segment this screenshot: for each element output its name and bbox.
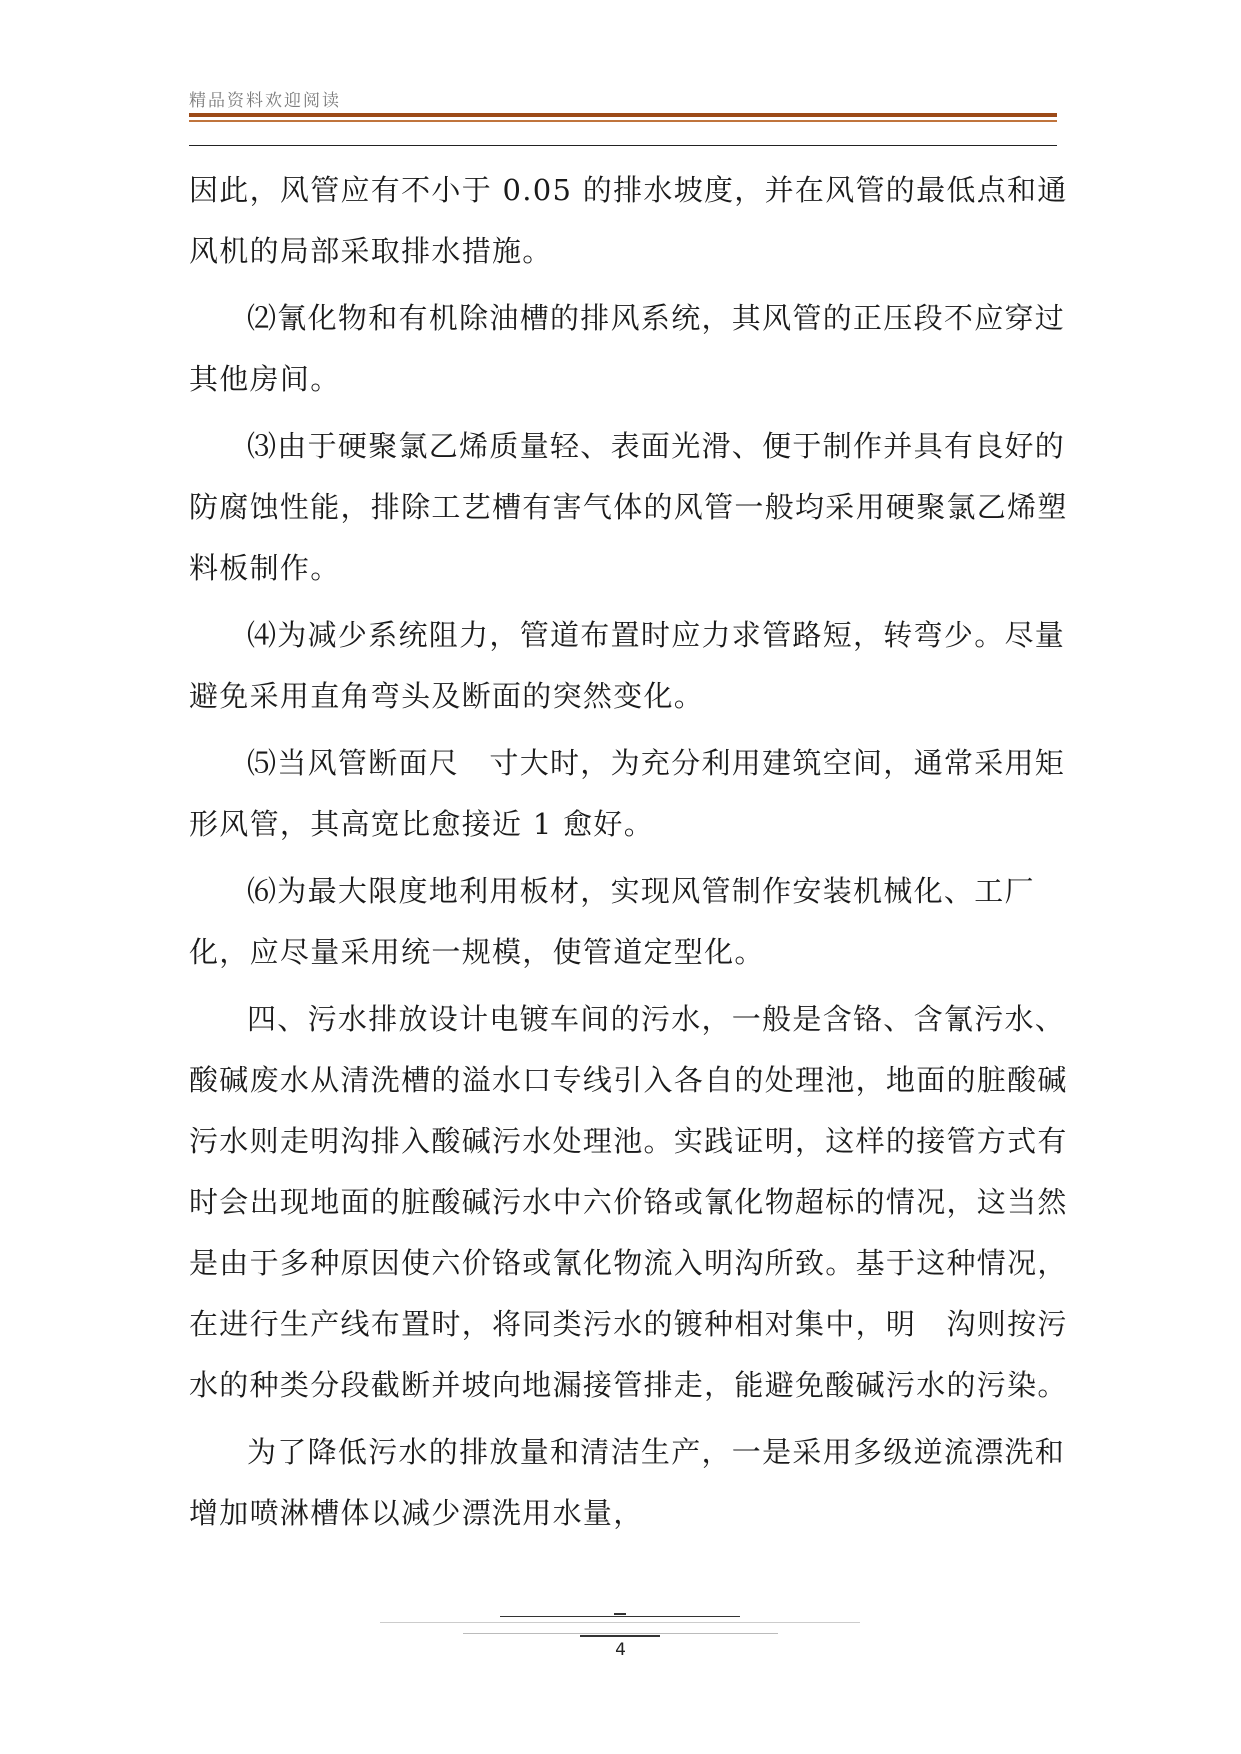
paragraph: 四、污水排放设计电镀车间的污水，一般是含铬、含氰污水、酸碱废水从清洗槽的溢水口专线引入各自的处理池，地面的脏酸碱污水则走明沟排入酸碱污水处理池。实践证明，这样的接管方式有时会出现地面的脏酸碱污水中六价铬或氰化物超标的情况，这当然是由于多种原因使六价铬或氰化物流入明沟所致。基于这种情况，在进行生产线布置时，将同类污水的镀种相对集中，明 沟则按污水的种类分段截断并坡向地漏接管排走，能避免酸碱污水的污染。 (189, 1002, 1068, 1402)
footer-rule (380, 1622, 860, 1623)
paragraph: ⑵氰化物和有机除油槽的排风系统，其风管的正压段不应穿过其他房间。 (189, 301, 1066, 396)
footer-rule (500, 1616, 740, 1617)
footer-rule (580, 1635, 660, 1637)
paragraph: ⑷为减少系统阻力，管道布置时应力求管路短，转弯少。尽量避免采用直角弯头及断面的突然变化。 (189, 618, 1066, 713)
header-rule-thin (189, 120, 1057, 122)
header-rule-black (189, 145, 1057, 146)
paragraph: ⑹为最大限度地利用板材，实现风管制作安装机械化、工厂化，应尽量采用统一规模，使管道定型化。 (189, 874, 1035, 969)
paragraph: 为了降低污水的排放量和清洁生产，一是采用多级逆流漂洗和增加喷淋槽体以减少漂洗用水量， (189, 1435, 1066, 1530)
footer-rule (614, 1613, 626, 1615)
paragraph: ⑸当风管断面尺 寸大时，为充分利用建筑空间，通常采用矩形风管，其高宽比愈接近 1 愈好。 (189, 746, 1066, 841)
paragraph: 因此，风管应有不小于 0.05 的排水坡度，并在风管的最低点和通风机的局部采取排水措施。 (189, 173, 1068, 268)
footer-rule (463, 1633, 778, 1634)
page-header: 精品资料欢迎阅读 (189, 91, 341, 111)
body-text (189, 160, 1069, 1550)
paragraph: ⑶由于硬聚氯乙烯质量轻、表面光滑、便于制作并具有良好的防腐蚀性能，排除工艺槽有害气体的风管一般均采用硬聚氯乙烯塑料板制作。 (189, 429, 1068, 585)
header-rule-thick (189, 113, 1057, 117)
page-number: 4 (615, 1640, 626, 1660)
